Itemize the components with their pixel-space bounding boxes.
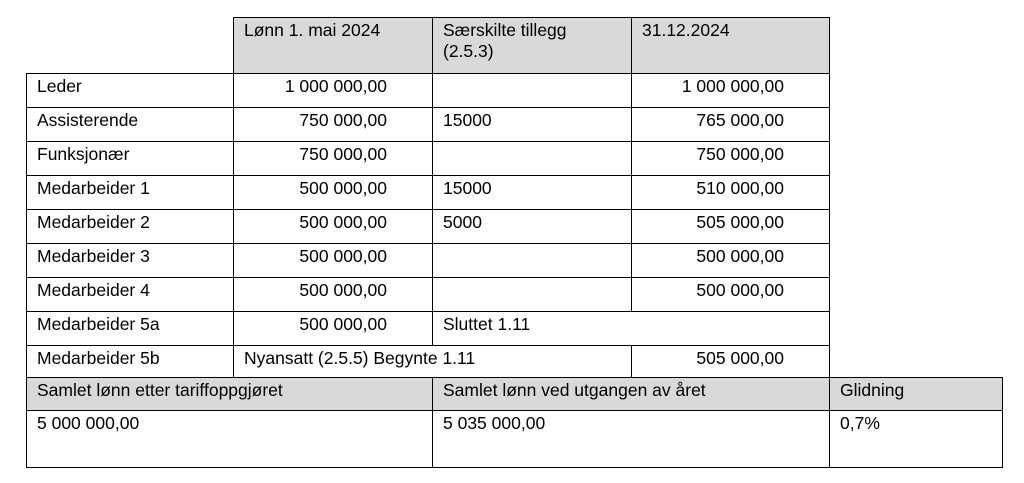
row-supplement: 15000 — [432, 107, 632, 142]
header-salary-may: Lønn 1. mai 2024 — [233, 17, 433, 74]
row-year-end: 500 000,00 — [631, 277, 830, 312]
row-name: Medarbeider 5b — [26, 345, 234, 380]
row-salary: 500 000,00 — [233, 243, 433, 278]
header-year-end: 31.12.2024 — [631, 17, 830, 74]
row-name: Medarbeider 5a — [26, 311, 234, 346]
row-name: Medarbeider 4 — [26, 277, 234, 312]
row-salary: 500 000,00 — [233, 277, 433, 312]
row-salary: 500 000,00 — [233, 209, 433, 244]
row-year-end: 500 000,00 — [631, 243, 830, 278]
row-supplement — [432, 277, 632, 312]
row-salary: 500 000,00 — [233, 175, 433, 210]
row-merged-note: Nyansatt (2.5.5) Begynte 1.11 — [233, 345, 632, 380]
summary-total-after-label: Samlet lønn etter tariffoppgjøret — [26, 377, 433, 411]
row-name: Medarbeider 2 — [26, 209, 234, 244]
row-salary: 500 000,00 — [233, 311, 433, 346]
row-name: Medarbeider 3 — [26, 243, 234, 278]
row-year-end: 750 000,00 — [631, 141, 830, 176]
row-name: Funksjonær — [26, 141, 234, 176]
row-salary: 1 000 000,00 — [233, 73, 433, 108]
row-name: Medarbeider 1 — [26, 175, 234, 210]
row-supplement — [432, 73, 632, 108]
row-year-end: 505 000,00 — [631, 345, 830, 380]
row-supplement: 5000 — [432, 209, 632, 244]
row-year-end: 1 000 000,00 — [631, 73, 830, 108]
summary-total-after-value: 5 000 000,00 — [26, 410, 433, 468]
row-supplement — [432, 243, 632, 278]
summary-drift-label: Glidning — [829, 377, 1003, 411]
header-special-supplement: Særskilte tillegg (2.5.3) — [432, 17, 632, 74]
row-supplement: 15000 — [432, 175, 632, 210]
row-name: Assisterende — [26, 107, 234, 142]
row-year-end: 510 000,00 — [631, 175, 830, 210]
row-supplement — [432, 141, 632, 176]
row-year-end: 765 000,00 — [631, 107, 830, 142]
row-supplement: Sluttet 1.11 — [432, 311, 830, 346]
summary-drift-value: 0,7% — [829, 410, 1003, 468]
row-salary: 750 000,00 — [233, 107, 433, 142]
summary-total-end-label: Samlet lønn ved utgangen av året — [432, 377, 830, 411]
summary-total-end-value: 5 035 000,00 — [432, 410, 830, 468]
row-name: Leder — [26, 73, 234, 108]
row-salary: 750 000,00 — [233, 141, 433, 176]
row-year-end: 505 000,00 — [631, 209, 830, 244]
